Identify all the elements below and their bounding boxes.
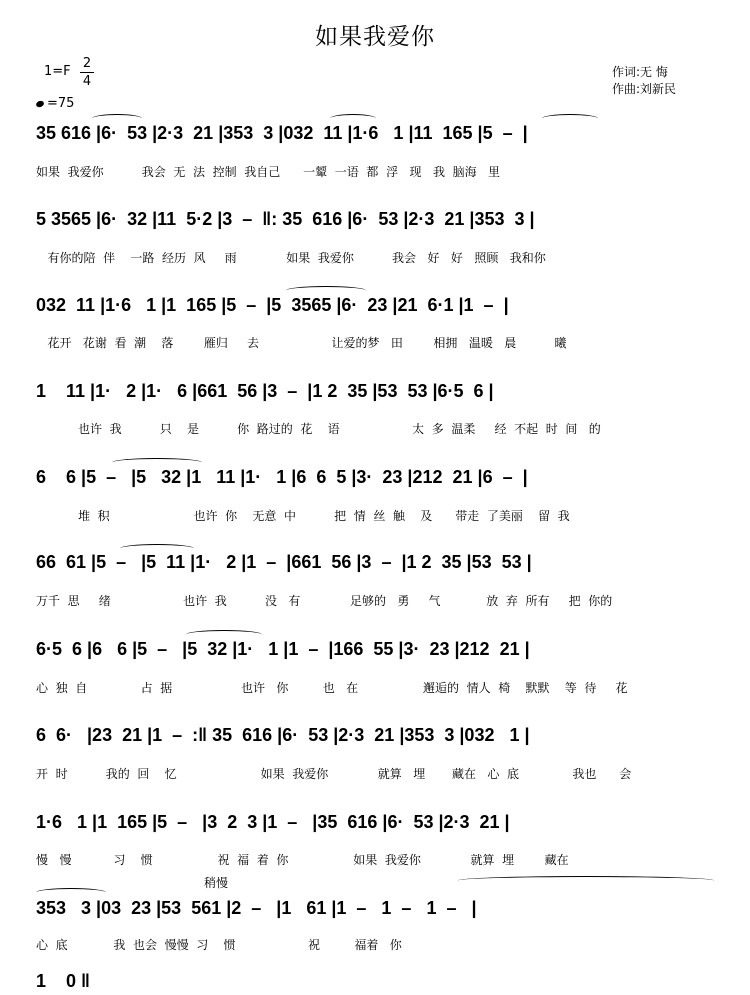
score-row-11: 1 0 ‖ — [36, 971, 90, 991]
slur-mark — [112, 458, 202, 467]
score-row-1: 35 616 |6· 53 |2·3 21 |353 3 |032 11 |1·6 1 |11 165 |5 – | — [36, 123, 528, 143]
slur-mark — [120, 544, 194, 553]
slur-mark — [36, 888, 106, 897]
key-signature: 1=F — [44, 64, 71, 79]
tempo-annotation: 稍慢 — [204, 876, 229, 890]
time-sig-bottom: 4 — [82, 74, 92, 89]
lyrics-row-6: 万千 思 绪 也许 我 没 有 足够的 勇 气 放 弃 所有 把 你的 — [36, 594, 613, 608]
score-row-2: 5 3565 |6· 32 |11 5·2 |3 – ‖: 35 616 |6· 53 |2·3 21 |353 3 | — [36, 209, 535, 229]
lyrics-row-2: 有你的陪 伴 一路 经历 风 雨 如果 我爱你 我会 好 好 照顾 我和你 — [36, 251, 546, 265]
slur-mark — [186, 630, 262, 639]
score-row-5: 6 6 |5 – |5 32 |1 11 |1· 1 |6 6 5 |3· 23 |212 21 |6 – | — [36, 467, 528, 487]
lyrics-row-1: 如果 我爱你 我会 无 法 控制 我自己 一颦 一语 都 浮 现 我 脑海 里 — [36, 165, 501, 179]
score-row-10: 353 3 |03 23 |53 561 |2 – |1 61 |1 – 1 – 1 – | — [36, 898, 477, 918]
lyrics-row-10: 心 底 我 也会 慢慢 习 惯 祝 福着 你 — [36, 938, 402, 952]
lyrics-row-9: 慢 慢 习 惯 祝 福 着 你 如果 我爱你 就算 埋 藏在 — [36, 853, 569, 867]
lyrics-row-5: 堆 积 也许 你 无意 中 把 情 丝 触 及 带走 了美丽 留 我 — [36, 509, 570, 523]
score-row-6: 66 61 |5 – |5 11 |1· 2 |1 – |661 56 |3 – |1 2 35 |53 53 | — [36, 552, 532, 572]
score-row-7: 6·5 6 |6 6 |5 – |5 32 |1· 1 |1 – |166 55 |3· 23 |212 21 | — [36, 639, 530, 659]
score-row-9: 1·6 1 |1 165 |5 – |3 2 3 |1 – |35 616 |6· 53 |2·3 21 | — [36, 812, 510, 832]
lyricist: 作词:无 悔 — [612, 65, 668, 79]
tempo-marking — [36, 96, 74, 111]
score-row-4: 1 11 |1· 2 |1· 6 |661 56 |3 – |1 2 35 |53 53 |6·5 6 | — [36, 381, 494, 401]
slur-mark — [542, 114, 598, 123]
lyrics-row-8: 开 时 我的 回 忆 如果 我爱你 就算 埋 藏在 心 底 我也 会 — [36, 767, 632, 781]
quarter-note-icon — [35, 100, 45, 108]
score-row-3: 032 11 |1·6 1 |1 165 |5 – |5 3565 |6· 23 |21 6·1 |1 – | — [36, 295, 509, 315]
song-title: 如果我爱你 — [315, 24, 435, 50]
time-signature — [80, 56, 94, 89]
slur-mark — [330, 114, 376, 123]
credits — [612, 64, 676, 98]
lyrics-row-7: 心 独 自 占 据 也许 你 也 在 邂逅的 情人 椅 默默 等 待 花 — [36, 681, 628, 695]
composer: 作曲:刘新民 — [612, 82, 677, 96]
time-sig-top: 2 — [82, 56, 92, 71]
lyrics-row-3: 花开 花谢 看 潮 落 雁归 去 让爱的梦 田 相拥 温暖 晨 曦 — [36, 336, 567, 350]
slur-mark — [458, 876, 714, 885]
slur-mark — [92, 114, 142, 123]
lyrics-row-4: 也许 我 只 是 你 路过的 花 语 太 多 温柔 经 不起 时 间 的 — [36, 422, 601, 436]
slur-mark — [286, 286, 366, 295]
tempo-value: =75 — [47, 96, 75, 111]
score-row-8: 6 6· |23 21 |1 – :‖ 35 616 |6· 53 |2·3 21 |353 3 |032 1 | — [36, 725, 530, 745]
